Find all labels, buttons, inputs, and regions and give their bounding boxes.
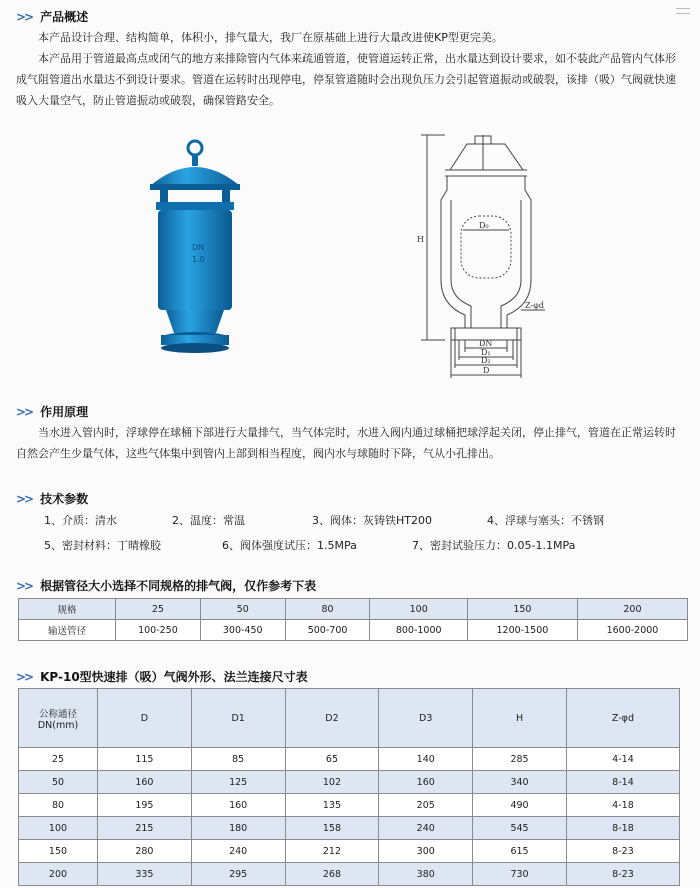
- section-title-table2: >> KP-10型快速排（吸）气阀外形、法兰连接尺寸表: [16, 669, 308, 684]
- section-title-table1: >> 根据管径大小选择不同规格的排气阀，仅作参考下表: [16, 578, 317, 593]
- corner-mark: [676, 8, 690, 14]
- chevron-right-icon: >>: [16, 9, 33, 24]
- section-title-overview: >> 产品概述: [16, 9, 89, 24]
- tech-row-1: 1、介质：清水 2、温度：常温 3、阀体：灰铸铁HT200 4、浮球与塞头：不锈钢: [44, 514, 604, 527]
- table-row: 50 160 125 102 160 340 8-14: [19, 771, 680, 794]
- table-row: 输送管径 100-250 300-450 500-700 800-1000 1200-1500 1600-2000: [19, 620, 688, 641]
- valve-photo: [130, 138, 260, 368]
- svg-text:D: D: [483, 366, 490, 375]
- valve-section-drawing: [405, 130, 565, 385]
- overview-text: [16, 27, 684, 111]
- svg-text:D₁: D₁: [481, 348, 491, 357]
- svg-text:H: H: [417, 235, 424, 244]
- principle-paragraph: 当水进入管内时，浮球停在球桶下部进行大量排气，当气体完时，水进入阀内通过球桶把球浮起关闭，停止排气，管道在正常运转时自然会产生少量气体，这些气体集中到管内上部到相当程度，阀内水与球随时下降，气从小孔排出。: [16, 426, 676, 460]
- table-header-row: 公称通径 DN(mm) D D1 D2 D3 H Z-φd: [19, 689, 680, 748]
- svg-text:D₀: D₀: [479, 221, 489, 230]
- svg-text:DN: DN: [479, 339, 493, 348]
- table-row: 80 195 160 135 205 490 4-18: [19, 794, 680, 817]
- tech-row-2: 5、密封材料：丁晴橡胶 6、阀体强度试压：1.5MPa 7、密封试验压力：0.05-1.1MPa: [44, 539, 576, 552]
- table-row: 100 215 180 158 240 545 8-18: [19, 817, 680, 840]
- overview-paragraph-1: 本产品设计合理、结构简单，体积小，排气量大，我厂在原基础上进行大量改进使KP型更完美。: [38, 31, 503, 44]
- overview-paragraph-2: 本产品用于管道最高点或闭气的地方来排除管内气体来疏通管道，使管道运转正常，出水量达到设计要求，如不装此产品管内气体形成气阻管道出水量达不到设计要求。管道在运转时出现停电，停泵管道随时会出现负压力会引起管道振动或破裂，该排（吸）气阀就快速吸入大量空气，防止管道振动或破裂，确保管路安全。: [16, 52, 676, 107]
- svg-text:DN: DN: [192, 243, 205, 252]
- table-row: 25 115 85 65 140 285 4-14: [19, 748, 680, 771]
- selection-table: [18, 598, 688, 641]
- svg-text:D₂: D₂: [481, 356, 491, 365]
- table-row: 规格 25 50 80 100 150 200: [19, 599, 688, 620]
- dimension-table: [18, 688, 680, 886]
- svg-text:1.0: 1.0: [192, 255, 205, 264]
- section-title-principle: >> 作用原理: [16, 404, 89, 419]
- chevron-right-icon: >>: [16, 578, 33, 593]
- chevron-right-icon: >>: [16, 491, 33, 506]
- svg-text:Z-φd: Z-φd: [525, 301, 544, 310]
- principle-text: [16, 422, 684, 464]
- table-row: 150 280 240 212 300 615 8-23: [19, 840, 680, 863]
- section-title-tech: >> 技术参数: [16, 491, 89, 506]
- table-row: 200 335 295 268 380 730 8-23: [19, 863, 680, 886]
- chevron-right-icon: >>: [16, 404, 33, 419]
- chevron-right-icon: >>: [16, 669, 33, 684]
